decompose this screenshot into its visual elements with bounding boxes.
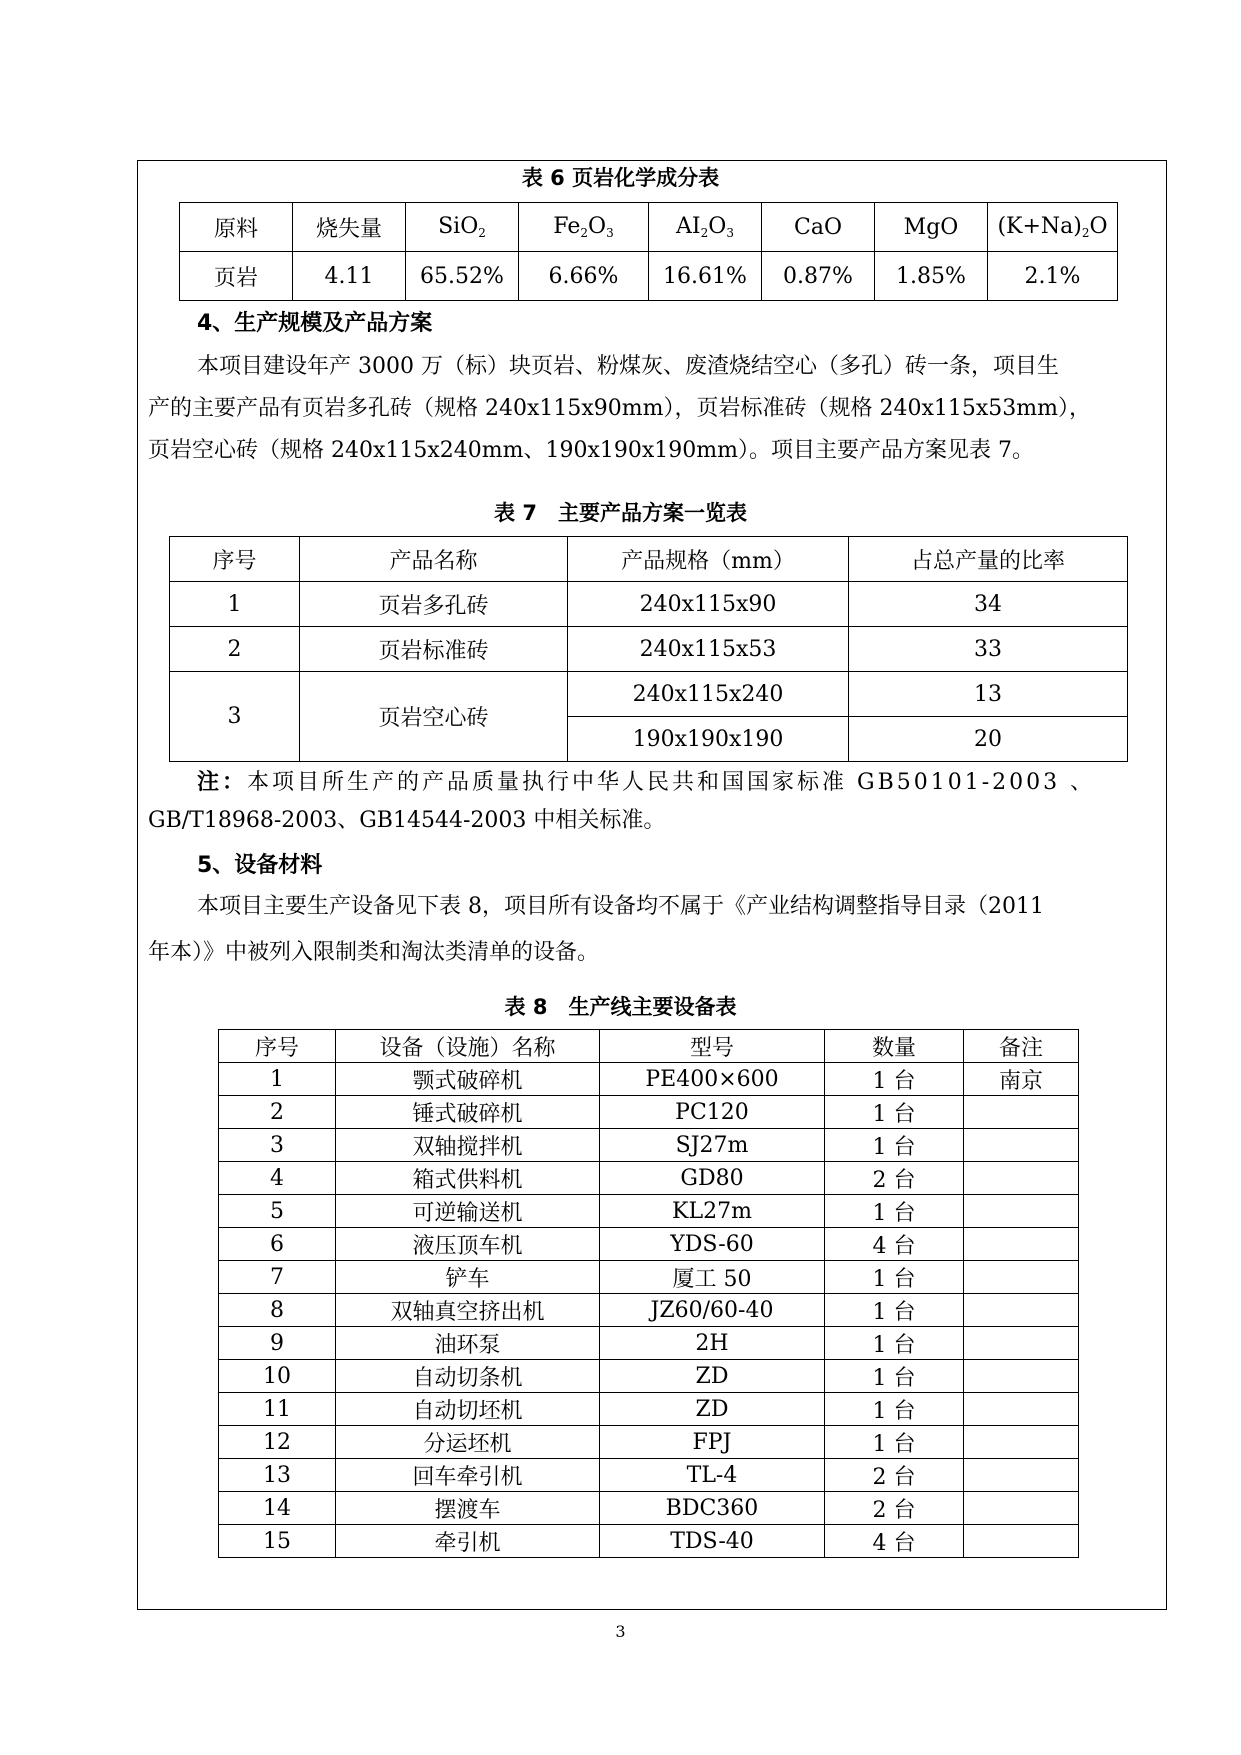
- table-cell: [964, 1459, 1079, 1492]
- table-cell: 油环泵: [336, 1327, 600, 1360]
- table-cell: [964, 1426, 1079, 1459]
- table7-header-cell: 占总产量的比率: [849, 537, 1128, 582]
- table-cell: 分运坯机: [336, 1426, 600, 1459]
- table-cell: [964, 1261, 1079, 1294]
- table8: [218, 1029, 1079, 1558]
- table-cell: 页岩标准砖: [300, 627, 568, 672]
- note-label: 注：: [197, 770, 248, 795]
- table7-caption: 表 7 主要产品方案一览表: [494, 501, 747, 525]
- section4-line: 本项目建设年产 3000 万（标）块页岩、粉煤灰、废渣烧结空心（多孔）砖一条，项目生: [197, 354, 1059, 379]
- table-cell: 190x190x190: [568, 717, 849, 762]
- table-cell: 厦工 50: [600, 1261, 825, 1294]
- table-cell: 3: [219, 1129, 336, 1162]
- table-cell: 240x115x90: [568, 582, 849, 627]
- note-text: 本项目所生产的产品质量执行中华人民共和国国家标准 GB50101-2003 、: [247, 770, 1096, 795]
- table-cell: 2H: [600, 1327, 825, 1360]
- table-row: [219, 1360, 1079, 1393]
- table-cell: ZD: [600, 1360, 825, 1393]
- table-cell: 液压顶车机: [336, 1228, 600, 1261]
- table8-header-cell: 型号: [600, 1030, 825, 1063]
- table-cell: [964, 1294, 1079, 1327]
- table6-caption: 表 6 页岩化学成分表: [521, 166, 720, 190]
- table-row: [219, 1327, 1079, 1360]
- table-cell: 13: [849, 672, 1128, 717]
- table7-header-cell: 产品名称: [300, 537, 568, 582]
- table-cell: JZ60/60-40: [600, 1294, 825, 1327]
- table-row: [219, 1261, 1079, 1294]
- table-cell: 1: [219, 1063, 336, 1096]
- table6-header-cell: MgO: [875, 203, 988, 252]
- table6-header-cell: 原料: [180, 203, 293, 252]
- table8-header-cell: 数量: [825, 1030, 964, 1063]
- table8-header-cell: 序号: [219, 1030, 336, 1063]
- table-cell: [964, 1228, 1079, 1261]
- table-cell: 16.61%: [649, 252, 762, 301]
- note-line: GB/T18968-2003、GB14544-2003 中相关标准。: [148, 808, 666, 833]
- table-row: [170, 672, 1128, 717]
- table-cell: 20: [849, 717, 1128, 762]
- section4-heading: 4、生产规模及产品方案: [197, 311, 433, 336]
- table7-header-cell: 序号: [170, 537, 300, 582]
- table-cell: 2: [170, 627, 300, 672]
- table-cell: 铲车: [336, 1261, 600, 1294]
- table-cell: 9: [219, 1327, 336, 1360]
- table-cell: PE400×600: [600, 1063, 825, 1096]
- table-cell: 1 台: [825, 1327, 964, 1360]
- table6-header-cell: 烧失量: [293, 203, 406, 252]
- table6-header-cell: SiO$_2$: [406, 203, 519, 252]
- table-cell: 摆渡车: [336, 1492, 600, 1525]
- table-cell: 4 台: [825, 1228, 964, 1261]
- table-cell: [964, 1492, 1079, 1525]
- table-row: [219, 1525, 1079, 1558]
- table-cell: 1.85%: [875, 252, 988, 301]
- table-cell: 1 台: [825, 1096, 964, 1129]
- table-cell: 双轴真空挤出机: [336, 1294, 600, 1327]
- table-cell: 牵引机: [336, 1525, 600, 1558]
- table-row: [170, 627, 1128, 672]
- page-number: 3: [615, 1622, 626, 1641]
- table-cell: 10: [219, 1360, 336, 1393]
- table-cell: 锤式破碎机: [336, 1096, 600, 1129]
- table-cell: 1 台: [825, 1360, 964, 1393]
- table-cell: 3: [170, 672, 300, 762]
- table-cell: [964, 1096, 1079, 1129]
- table6-header-cell: $(K+Na)_2O$: [988, 203, 1118, 252]
- table-cell: 2: [219, 1096, 336, 1129]
- table-cell: 自动切条机: [336, 1360, 600, 1393]
- table-cell: FPJ: [600, 1426, 825, 1459]
- table-cell: 6: [219, 1228, 336, 1261]
- table-cell: [964, 1360, 1079, 1393]
- table-cell: 1 台: [825, 1426, 964, 1459]
- table-cell: 4.11: [293, 252, 406, 301]
- table-row: [219, 1492, 1079, 1525]
- table6-header-cell: CaO: [762, 203, 875, 252]
- table-cell: 南京: [964, 1063, 1079, 1096]
- section4-line: 产的主要产品有页岩多孔砖（规格 240x115x90mm），页岩标准砖（规格 240x115x53mm），: [148, 396, 1092, 421]
- table8-header-row: [219, 1030, 1079, 1063]
- table-cell: 7: [219, 1261, 336, 1294]
- table-cell: PC120: [600, 1096, 825, 1129]
- table-cell: 4 台: [825, 1525, 964, 1558]
- table-cell: 4: [219, 1162, 336, 1195]
- table-cell: 1: [170, 582, 300, 627]
- table6-header-cell: $Fe_2O_3$: [519, 203, 649, 252]
- table-cell: 2 台: [825, 1162, 964, 1195]
- table-cell: 双轴搅拌机: [336, 1129, 600, 1162]
- table-cell: 15: [219, 1525, 336, 1558]
- table-cell: 5: [219, 1195, 336, 1228]
- table-cell: 6.66%: [519, 252, 649, 301]
- table-cell: 2.1%: [988, 252, 1118, 301]
- table-cell: KL27m: [600, 1195, 825, 1228]
- table8-caption: 表 8 生产线主要设备表: [504, 995, 737, 1019]
- table-row: [219, 1096, 1079, 1129]
- table-cell: 13: [219, 1459, 336, 1492]
- table6: [179, 202, 1118, 301]
- section5-heading: 5、设备材料: [197, 853, 323, 878]
- table-cell: [964, 1393, 1079, 1426]
- table-cell: 34: [849, 582, 1128, 627]
- table-cell: 页岩多孔砖: [300, 582, 568, 627]
- table-cell: 1 台: [825, 1261, 964, 1294]
- table-cell: 可逆输送机: [336, 1195, 600, 1228]
- table8-header-cell: 设备（设施）名称: [336, 1030, 600, 1063]
- table-cell: 自动切坯机: [336, 1393, 600, 1426]
- table-cell: 14: [219, 1492, 336, 1525]
- table-cell: 12: [219, 1426, 336, 1459]
- table-cell: 33: [849, 627, 1128, 672]
- table-cell: 回车牵引机: [336, 1459, 600, 1492]
- table-row: [219, 1129, 1079, 1162]
- section5-line: 年本）》中被列入限制类和淘汰类清单的设备。: [148, 940, 600, 965]
- table-row: [170, 582, 1128, 627]
- table7-header-row: [170, 537, 1128, 582]
- table-row: [219, 1426, 1079, 1459]
- table-cell: [964, 1327, 1079, 1360]
- table-cell: 颚式破碎机: [336, 1063, 600, 1096]
- table7-header-cell: 产品规格（mm）: [568, 537, 849, 582]
- table-cell: TDS-40: [600, 1525, 825, 1558]
- table-row: [219, 1228, 1079, 1261]
- table-cell: BDC360: [600, 1492, 825, 1525]
- table8-header-cell: 备注: [964, 1030, 1079, 1063]
- table6-header-cell: $AI_2O_3$: [649, 203, 762, 252]
- table-row: [219, 1294, 1079, 1327]
- table-cell: 1 台: [825, 1294, 964, 1327]
- table-row: [219, 1195, 1079, 1228]
- table-cell: 1 台: [825, 1129, 964, 1162]
- table-cell: 1 台: [825, 1195, 964, 1228]
- table7: [169, 536, 1128, 762]
- table-cell: [964, 1525, 1079, 1558]
- table-cell: ZD: [600, 1393, 825, 1426]
- table-row: [219, 1063, 1079, 1096]
- table-cell: 2 台: [825, 1492, 964, 1525]
- table-cell: 8: [219, 1294, 336, 1327]
- table-cell: 2 台: [825, 1459, 964, 1492]
- table-cell: 1 台: [825, 1063, 964, 1096]
- table-cell: 240x115x240: [568, 672, 849, 717]
- table-cell: [964, 1162, 1079, 1195]
- table-cell: 1 台: [825, 1393, 964, 1426]
- table-row: [219, 1162, 1079, 1195]
- table-cell: 0.87%: [762, 252, 875, 301]
- section5-line: 本项目主要生产设备见下表 8，项目所有设备均不属于《产业结构调整指导目录（2011: [197, 894, 1044, 919]
- table-cell: 240x115x53: [568, 627, 849, 672]
- table6-header-row: [180, 203, 1118, 252]
- table-cell: [964, 1129, 1079, 1162]
- table-row: [219, 1393, 1079, 1426]
- table-cell: YDS-60: [600, 1228, 825, 1261]
- table-cell: 页岩空心砖: [300, 672, 568, 762]
- table-row: [219, 1459, 1079, 1492]
- table-cell: 11: [219, 1393, 336, 1426]
- table6-data-row: [180, 252, 1118, 301]
- table-cell: 65.52%: [406, 252, 519, 301]
- note-line: [197, 762, 1095, 804]
- table-cell: SJ27m: [600, 1129, 825, 1162]
- section4-line: 页岩空心砖（规格 240x115x240mm、190x190x190mm）。项目主要产品方案见表 7。: [148, 438, 1035, 463]
- table-cell: TL-4: [600, 1459, 825, 1492]
- table-cell: GD80: [600, 1162, 825, 1195]
- table-cell: 箱式供料机: [336, 1162, 600, 1195]
- table-cell: [964, 1195, 1079, 1228]
- table-cell: 页岩: [180, 252, 293, 301]
